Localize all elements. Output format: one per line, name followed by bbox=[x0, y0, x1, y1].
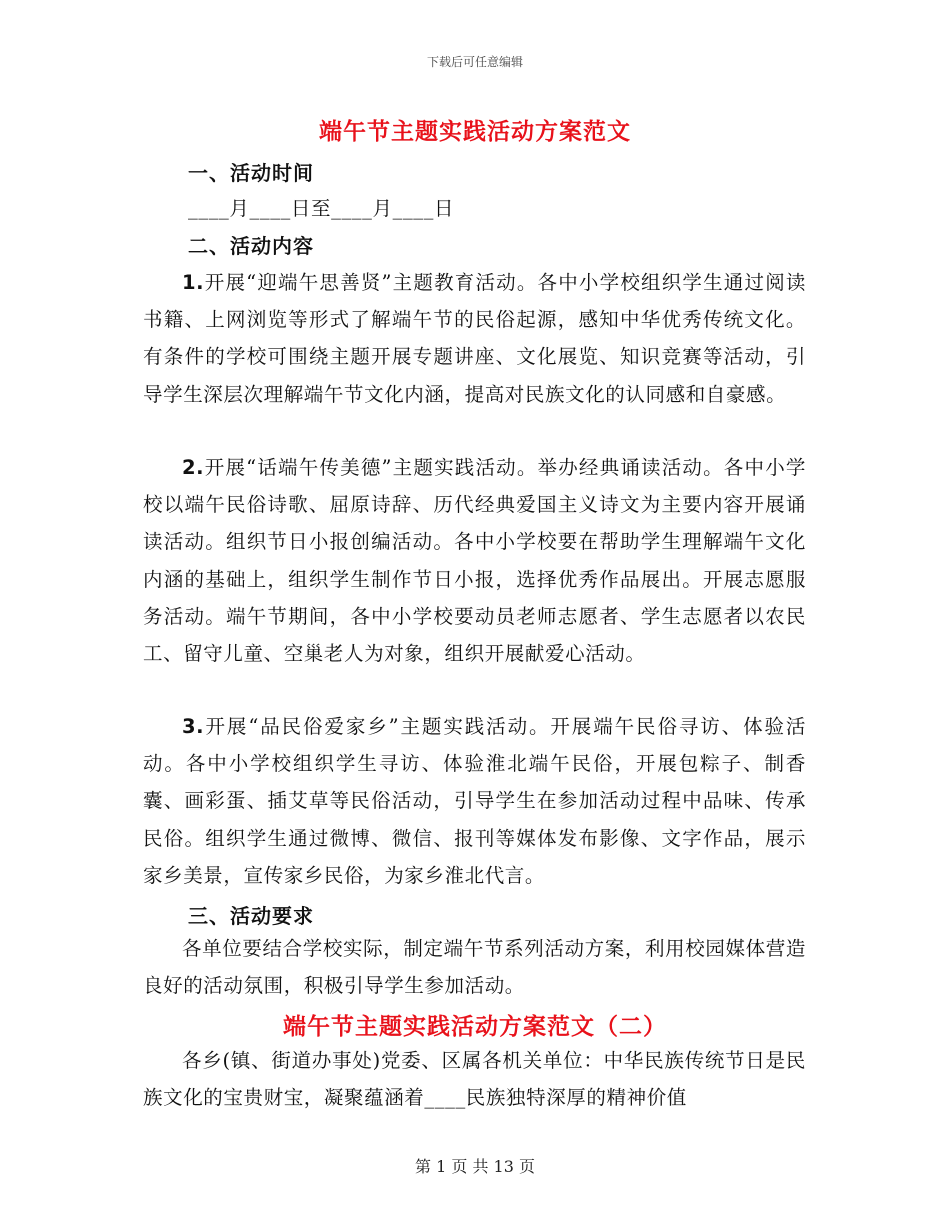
item-number: 1. bbox=[182, 271, 205, 294]
content-item-1 bbox=[143, 264, 806, 413]
part2-text: 各乡(镇、街道办事处)党委、区属各机关单位：中华民族传统节日是民族文化的宝贵财宝，凝聚蕴涵着____民族独特深厚的精神价值 bbox=[143, 1049, 806, 1110]
content-item-3 bbox=[143, 708, 806, 894]
date-line: ____月____日至____月____日 bbox=[188, 197, 455, 220]
item-text: 开展“迎端午思善贤”主题教育活动。各中小学校组织学生通过阅读书籍、上网浏览等形式了解端午节的民俗起源，感知中华优秀传统文化。有条件的学校可围绕主题开展专题讲座、文化展览、知识竞赛等活动，引导学生深层次理解端午节文化内涵，提高对民族文化的认同感和自豪感。 bbox=[143, 271, 806, 406]
item-text: 开展“品民俗爱家乡”主题实践活动。开展端午民俗寻访、体验活动。各中小学校组织学生寻访、体验淮北端午民俗，开展包粽子、制香囊、画彩蛋、插艾草等民俗活动，引导学生在参加活动过程中品味、传承民俗。组织学生通过微博、微信、报刊等媒体发布影像、文字作品，展示家乡美景，宣传家乡民俗，为家乡淮北代言。 bbox=[143, 715, 806, 887]
header-note: 下载后可任意编辑 bbox=[426, 55, 523, 69]
section-heading-content: 二、活动内容 bbox=[188, 234, 314, 258]
item-number: 3. bbox=[182, 715, 205, 738]
section-heading-time: 一、活动时间 bbox=[188, 161, 314, 185]
content-item-2 bbox=[143, 449, 806, 672]
section-heading-requirements: 三、活动要求 bbox=[188, 904, 314, 928]
item-number: 2. bbox=[182, 456, 205, 479]
document-title: 端午节主题实践活动方案范文 bbox=[319, 119, 631, 145]
requirements-text: 各单位要结合学校实际，制定端午节系列活动方案，利用校园媒体营造良好的活动氛围，积极引导学生参加活动。 bbox=[143, 937, 806, 998]
item-text: 开展“话端午传美德”主题实践活动。举办经典诵读活动。各中小学校以端午民俗诗歌、屈原诗辞、历代经典爱国主义诗文为主要内容开展诵读活动。组织节日小报创编活动。各中小学校要在帮助学生理解端午文化内涵的基础上，组织学生制作节日小报，选择优秀作品展出。开展志愿服务活动。端午节期间，各中小学校要动员老师志愿者、学生志愿者以农民工、留守儿童、空巢老人为对象，组织开展献爱心活动。 bbox=[143, 456, 806, 666]
page-footer: 第 1 页 共 13 页 bbox=[415, 1157, 535, 1176]
document-title-2: 端午节主题实践活动方案范文（二） bbox=[283, 1014, 667, 1040]
